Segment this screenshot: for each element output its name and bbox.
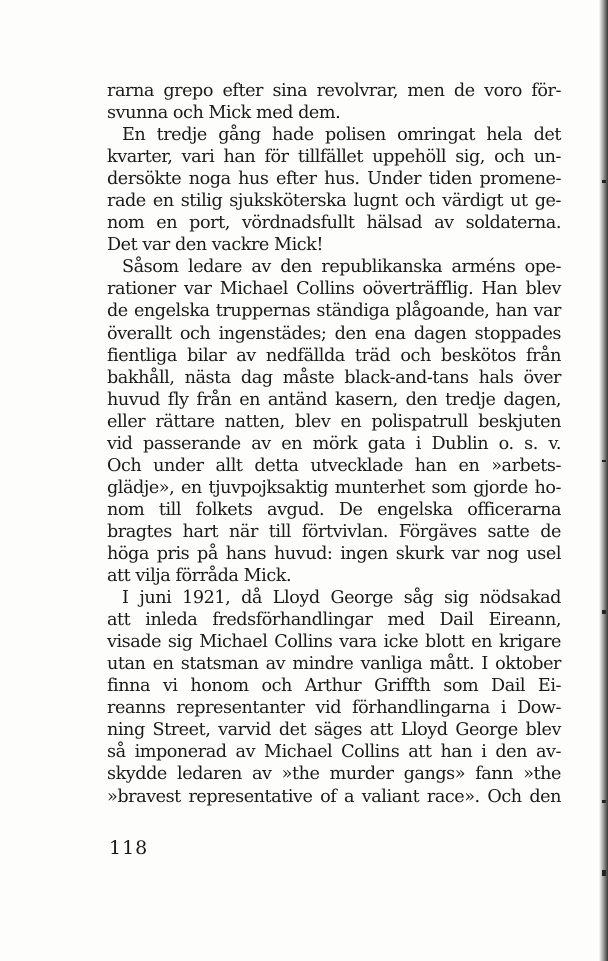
page-edge-speck (602, 460, 606, 462)
text-line: nom till folkets avgud. De engelska officerarna (107, 499, 561, 520)
text-line: utan en statsman av mindre vanliga mått. I oktober (107, 654, 561, 675)
page-edge-shadow (599, 0, 608, 961)
text-line: rarna grepo efter sina revolvrar, men de voro för- (107, 81, 561, 101)
text-line: finna vi honom och Arthur Griffth som Dail Ei- (107, 676, 561, 697)
text-line: svunna och Mick med dem. (107, 103, 341, 124)
text-line: I juni 1921, då Lloyd George såg sig nödsakad (122, 588, 561, 609)
page-number: 118 (109, 837, 149, 859)
text-line: visade sig Michael Collins vara icke blott en krigare (107, 632, 561, 653)
text-line: att vilja förråda Mick. (107, 566, 292, 587)
body-text (107, 80, 561, 808)
text-line: skydde ledaren av »the murder gangs» fann »the (107, 764, 561, 785)
text-line: fientliga bilar av nedfällda träd och beskötos från (107, 345, 561, 366)
text-line: eller rättare natten, blev en polispatrull beskjuten (107, 411, 561, 432)
text-line: reanns representanter vid förhandlingarna i Dow- (107, 698, 561, 719)
text-line: överallt och ingenstädes; den ena dagen stoppades (107, 323, 561, 344)
text-line: glädje», en tjuvpojksaktig munterhet som gjorde ho- (107, 477, 561, 498)
page-edge-speck (602, 180, 606, 183)
text-line: höga pris på hans huvud: ingen skurk var nog usel (107, 543, 561, 564)
text-line: vid passerande av en mörk gata i Dublin o. s. v. (107, 433, 561, 454)
text-line: Och under allt detta utvecklade han en »arbets- (107, 455, 561, 476)
text-line: huvud fly från en antänd kasern, den tredje dagen, (107, 389, 561, 410)
text-line: bakhåll, nästa dag måste black-and-tans hals över (107, 367, 561, 388)
text-line: så imponerad av Michael Collins att han i den av- (107, 742, 561, 763)
text-line: En tredje gång hade polisen omringat hela det (122, 125, 561, 146)
text-line: Det var den vackre Mick! (107, 235, 323, 256)
text-line: nom en port, vördnadsfullt hälsad av soldaterna. (107, 213, 561, 234)
page-edge-speck (602, 870, 606, 876)
text-line: rationer var Michael Collins oöverträfflig. Han blev (107, 279, 561, 300)
text-line: ning Street, varvid det säges att Lloyd George blev (107, 720, 561, 741)
text-line: dersökte noga hus efter hus. Under tiden promene- (107, 169, 561, 190)
page-edge-speck (602, 800, 606, 803)
text-line: kvarter, vari han för tillfället uppehöll sig, och un- (107, 147, 561, 168)
text-line: rade en stilig sjuksköterska lugnt och värdigt ut ge- (107, 191, 561, 212)
text-line: de engelska truppernas ständiga plågoande, han var (107, 301, 561, 322)
text-line: att inleda fredsförhandlingar med Dail Eireann, (107, 610, 561, 631)
text-line: Såsom ledare av den republikanska arméns ope- (122, 257, 561, 278)
text-line: »bravest representative of a valiant race». Och den (107, 786, 561, 807)
text-line: bragtes hart när till förtvivlan. Förgäves satte de (107, 521, 561, 542)
page-edge-speck (602, 610, 606, 614)
